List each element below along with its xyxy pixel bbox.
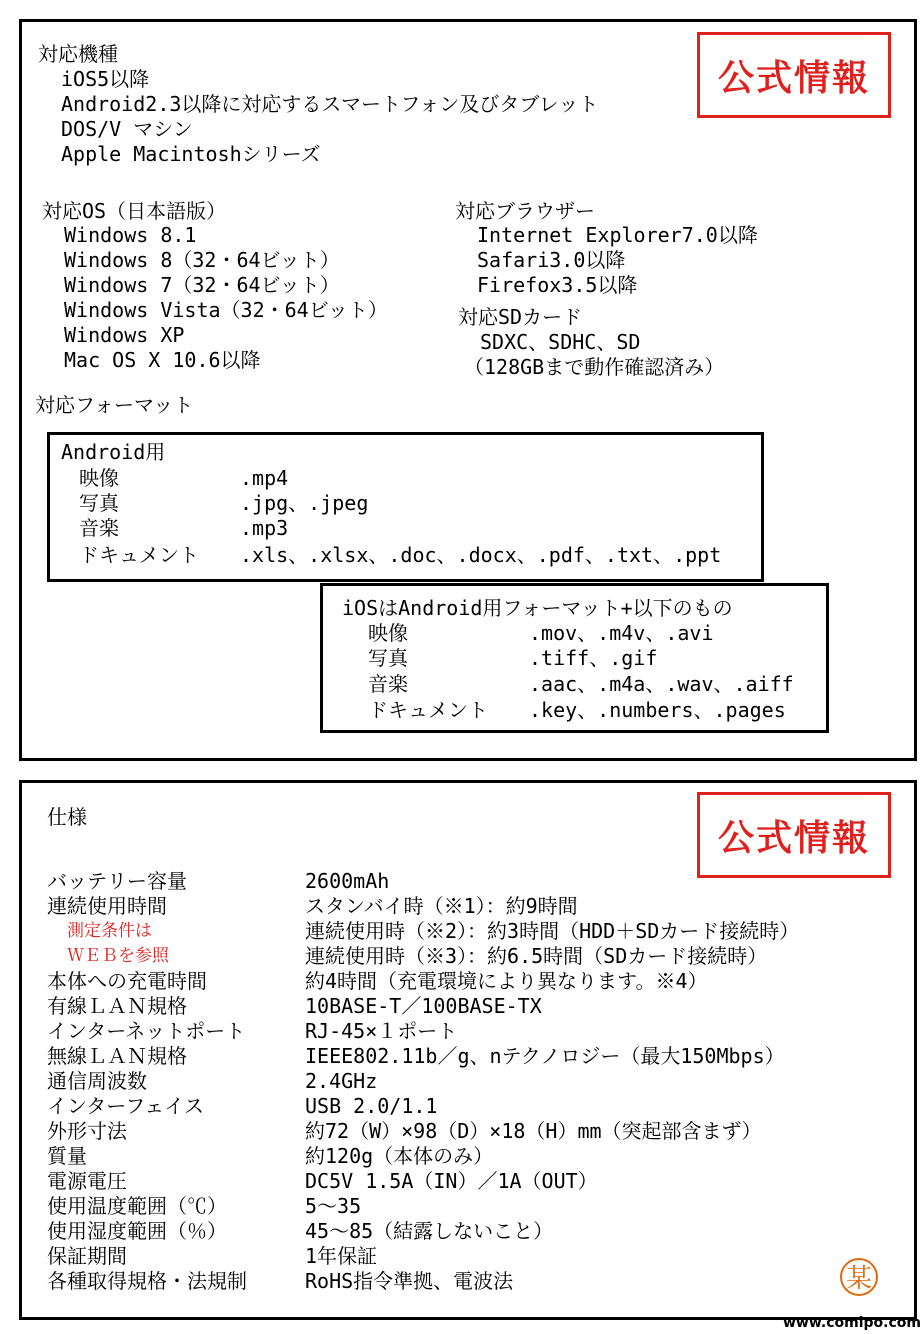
spec-label: 質量 [47,1144,87,1168]
spec-value: 5～35 [305,1194,362,1218]
devices-heading: 対応機種 [38,42,118,66]
spec-value: RJ-45×１ポート [305,1019,458,1043]
format-value: .mp4 [240,466,289,490]
seal-stamp: 某 [840,1258,878,1296]
spec-label: インターフェイス [47,1094,204,1118]
spec-value: 10BASE-T／100BASE-TX [305,994,542,1018]
device-item: iOS5以降 [61,67,150,91]
os-item: Windows 8（32・64ビット） [64,248,340,272]
android-format-title: Android用 [61,440,166,464]
spec-label: 無線ＬＡＮ規格 [47,1044,187,1068]
browser-item: Internet Explorer7.0以降 [477,223,758,247]
measurement-note: 測定条件は [67,921,152,941]
official-info-stamp: 公式情報 [697,32,891,118]
format-label: ドキュメント [79,543,199,567]
spec-value: 約72（W）×98（D）×18（H）mm（突起部含まず） [305,1119,762,1143]
ios-format-title: iOSはAndroid用フォーマット+以下のもの [342,596,733,620]
spec-value: 1年保証 [305,1244,378,1268]
device-item: Apple Macintoshシリーズ [61,142,321,166]
spec-label: 外形寸法 [47,1119,127,1143]
spec-label: 連続使用時間 [47,894,167,918]
format-value: .key、.numbers、.pages [529,698,786,722]
formats-heading: 対応フォーマット [35,393,194,417]
format-value: .xls、.xlsx、.doc、.docx、.pdf、.txt、.ppt [240,543,722,567]
measurement-note: ＷＥＢを参照 [67,946,169,966]
spec-value: 連続使用時（※3）：約6.5時間（SDカード接続時） [305,944,768,968]
format-value: .mov、.m4v、.avi [529,621,714,645]
spec-label: 有線ＬＡＮ規格 [47,994,187,1018]
sd-item: SDXC、SDHC、SD [480,330,641,354]
spec-value: USB 2.0/1.1 [305,1094,438,1118]
sd-heading: 対応SDカード [458,305,583,329]
spec-value: 連続使用時（※2）：約3時間（HDD＋SDカード接続時） [305,919,800,943]
format-value: .aac、.m4a、.wav、.aiff [529,672,794,696]
format-label: 写真 [79,491,119,515]
spec-value: IEEE802.11b／g、nテクノロジー（最大150Mbps） [305,1044,785,1068]
os-item: Mac OS X 10.6以降 [64,348,261,372]
format-label: ドキュメント [368,698,488,722]
spec-value: 約120g（本体のみ） [305,1144,494,1168]
os-item: Windows 8.1 [64,223,197,247]
official-info-stamp: 公式情報 [697,792,891,878]
os-item: Windows Vista（32・64ビット） [64,298,388,322]
site-credit: www.comipo.com [783,1315,921,1331]
os-heading: 対応OS（日本語版） [42,199,227,223]
spec-value: 45～85（結露しないこと） [305,1219,554,1243]
spec-label: インターネットポート [47,1019,246,1043]
os-item: Windows 7（32・64ビット） [64,273,340,297]
format-value: .jpg、.jpeg [240,491,369,515]
device-item: DOS/V マシン [61,117,193,141]
spec-label: 使用温度範囲（℃） [47,1194,227,1218]
sd-item: （128GBまで動作確認済み） [464,355,725,379]
spec-value: RoHS指令準拠、電波法 [305,1269,514,1293]
format-value: .tiff、.gif [529,646,658,670]
spec-label: 使用湿度範囲（％） [47,1219,227,1243]
format-label: 映像 [79,466,119,490]
spec-label: 保証期間 [47,1244,127,1268]
format-label: 写真 [368,646,408,670]
format-label: 映像 [368,621,408,645]
format-value: .mp3 [240,516,289,540]
format-label: 音楽 [79,516,119,540]
spec-label: 通信周波数 [47,1069,147,1093]
browser-item: Safari3.0以降 [477,248,626,272]
spec-label: 各種取得規格・法規制 [47,1269,247,1293]
specs-heading: 仕様 [47,805,87,829]
device-item: Android2.3以降に対応するスマートフォン及びタブレット [61,92,599,116]
os-item: Windows XP [64,323,185,347]
spec-label: バッテリー容量 [47,869,187,893]
browser-item: Firefox3.5以降 [477,273,638,297]
spec-value: DC5V 1.5A（IN）／1A（OUT） [305,1169,598,1193]
spec-label: 電源電圧 [47,1169,127,1193]
spec-value: 2.4GHz [305,1069,378,1093]
spec-value: 約4時間（充電環境により異なります。※4） [305,969,708,993]
spec-value: スタンバイ時（※1）：約9時間 [305,894,578,918]
spec-label: 本体への充電時間 [47,969,207,993]
spec-value: 2600mAh [305,869,390,893]
browser-heading: 対応ブラウザー [455,199,595,223]
format-label: 音楽 [368,672,408,696]
